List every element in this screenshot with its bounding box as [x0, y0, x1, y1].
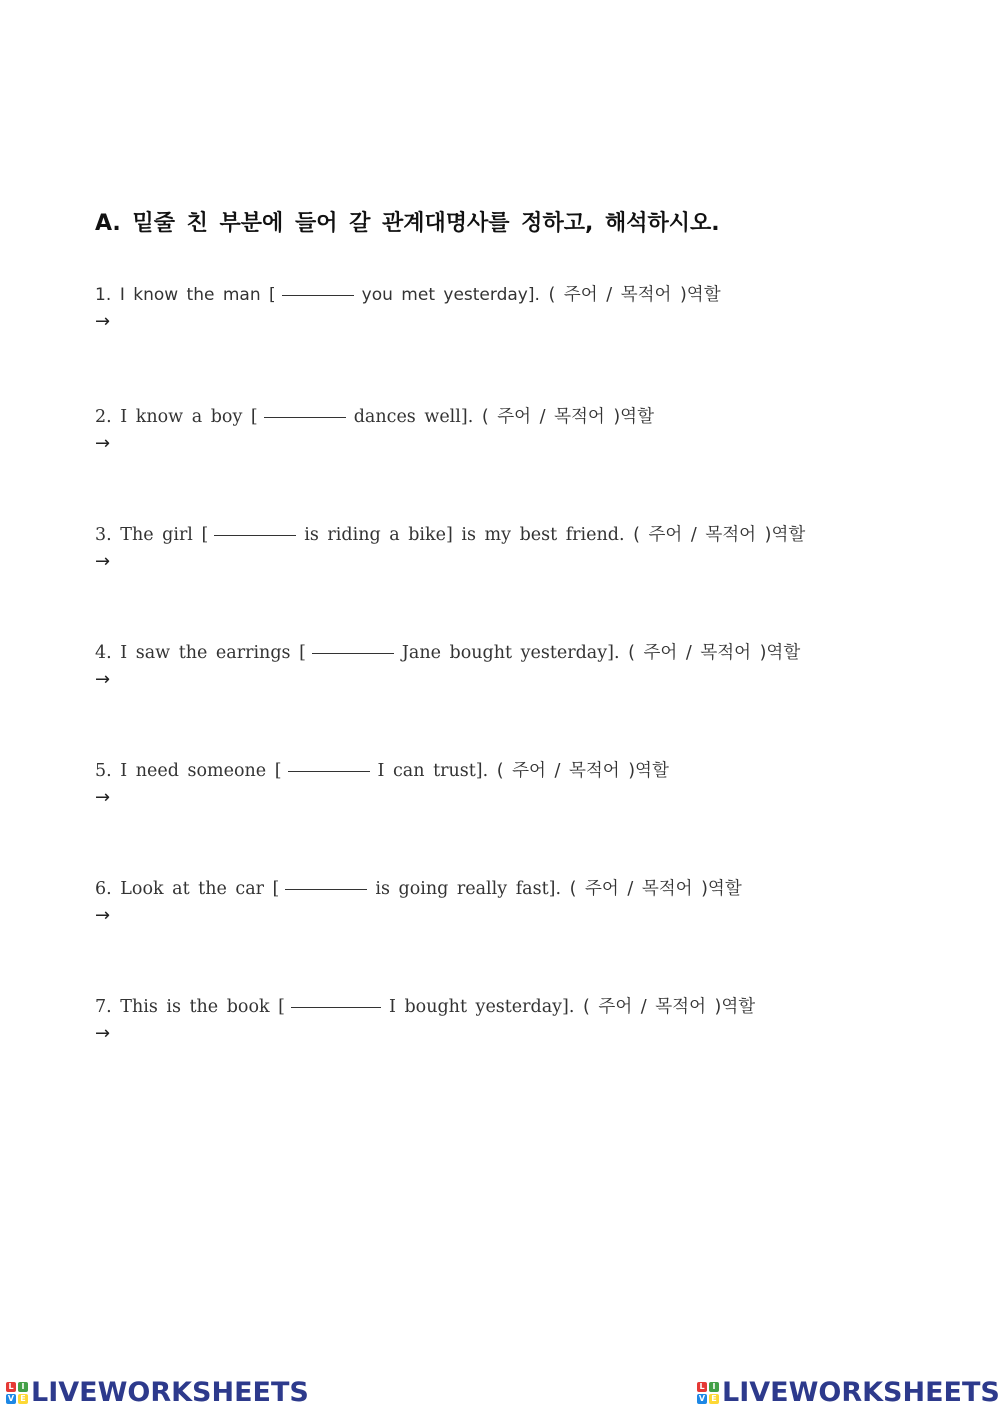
answer-blank[interactable] [214, 534, 296, 536]
question-text-after: I can trust]. [377, 761, 489, 781]
role-choice[interactable]: ( 주어 / 목적어 )역할 [628, 643, 801, 663]
question-text-after: you met yesterday]. [361, 285, 540, 305]
question-text-before: I need someone [ [120, 761, 282, 781]
logo-block: I [709, 1382, 719, 1392]
role-choice[interactable]: ( 주어 / 목적어 )역할 [481, 407, 654, 427]
logo-blocks-icon [6, 1382, 28, 1404]
question-4 [95, 639, 800, 693]
question-text-after: Jane bought yesterday]. [401, 643, 620, 663]
translation-arrow: → [95, 905, 111, 926]
question-text-before: I know a boy [ [120, 407, 258, 427]
answer-blank[interactable] [285, 888, 367, 890]
logo-text: LIVEWORKSHEETS [722, 1377, 1000, 1408]
question-text-before: Look at the car [ [120, 879, 280, 899]
translation-arrow: → [95, 787, 111, 808]
translation-arrow: → [95, 311, 111, 332]
question-number: 3. [95, 525, 112, 545]
logo-block: V [7, 1394, 15, 1403]
logo-block: E [18, 1394, 28, 1404]
translation-arrow: → [95, 1023, 111, 1044]
role-choice[interactable]: ( 주어 / 목적어 )역할 [496, 761, 669, 781]
logo-text: LIVEWORKSHEETS [31, 1377, 309, 1408]
section-heading: A. 밑줄 친 부분에 들어 갈 관계대명사를 정하고, 해석하시오. [95, 211, 720, 236]
role-choice[interactable]: ( 주어 / 목적어 )역할 [548, 285, 721, 305]
logo-block: E [709, 1394, 719, 1404]
question-number: 7. [95, 997, 112, 1017]
question-number: 4. [95, 643, 112, 663]
question-1 [95, 281, 721, 335]
role-choice[interactable]: ( 주어 / 목적어 )역할 [633, 525, 806, 545]
question-text-after: dances well]. [353, 407, 474, 427]
question-number: 1. [95, 285, 112, 305]
role-choice[interactable]: ( 주어 / 목적어 )역할 [569, 879, 742, 899]
logo-block: V [698, 1394, 706, 1403]
question-3 [95, 521, 805, 575]
answer-blank[interactable] [264, 416, 346, 418]
answer-blank[interactable] [291, 1006, 381, 1008]
role-choice[interactable]: ( 주어 / 목적어 )역할 [583, 997, 756, 1017]
logo-block: I [18, 1382, 28, 1392]
translation-arrow: → [95, 551, 111, 572]
logo-block: L [6, 1382, 16, 1392]
logo-block: L [697, 1382, 707, 1392]
question-text-after: is going really fast]. [375, 879, 562, 899]
liveworksheets-logo-right[interactable] [697, 1376, 1000, 1410]
question-number: 2. [95, 407, 112, 427]
liveworksheets-logo-left[interactable] [6, 1376, 309, 1410]
question-5 [95, 757, 669, 811]
question-number: 5. [95, 761, 112, 781]
answer-blank[interactable] [282, 294, 354, 296]
question-7 [95, 993, 755, 1047]
question-text-before: I saw the earrings [ [120, 643, 306, 663]
question-6 [95, 875, 742, 929]
question-text-before: This is the book [ [120, 997, 285, 1017]
question-2 [95, 403, 654, 457]
question-text-after: is riding a bike] is my best friend. [304, 525, 625, 545]
translation-arrow: → [95, 669, 111, 690]
answer-blank[interactable] [312, 652, 394, 654]
question-text-before: The girl [ [120, 525, 209, 545]
logo-blocks-icon [697, 1382, 719, 1404]
question-text-after: I bought yesterday]. [389, 997, 575, 1017]
translation-arrow: → [95, 433, 111, 454]
question-number: 6. [95, 879, 112, 899]
question-text-before: I know the man [ [119, 285, 276, 305]
answer-blank[interactable] [288, 770, 370, 772]
